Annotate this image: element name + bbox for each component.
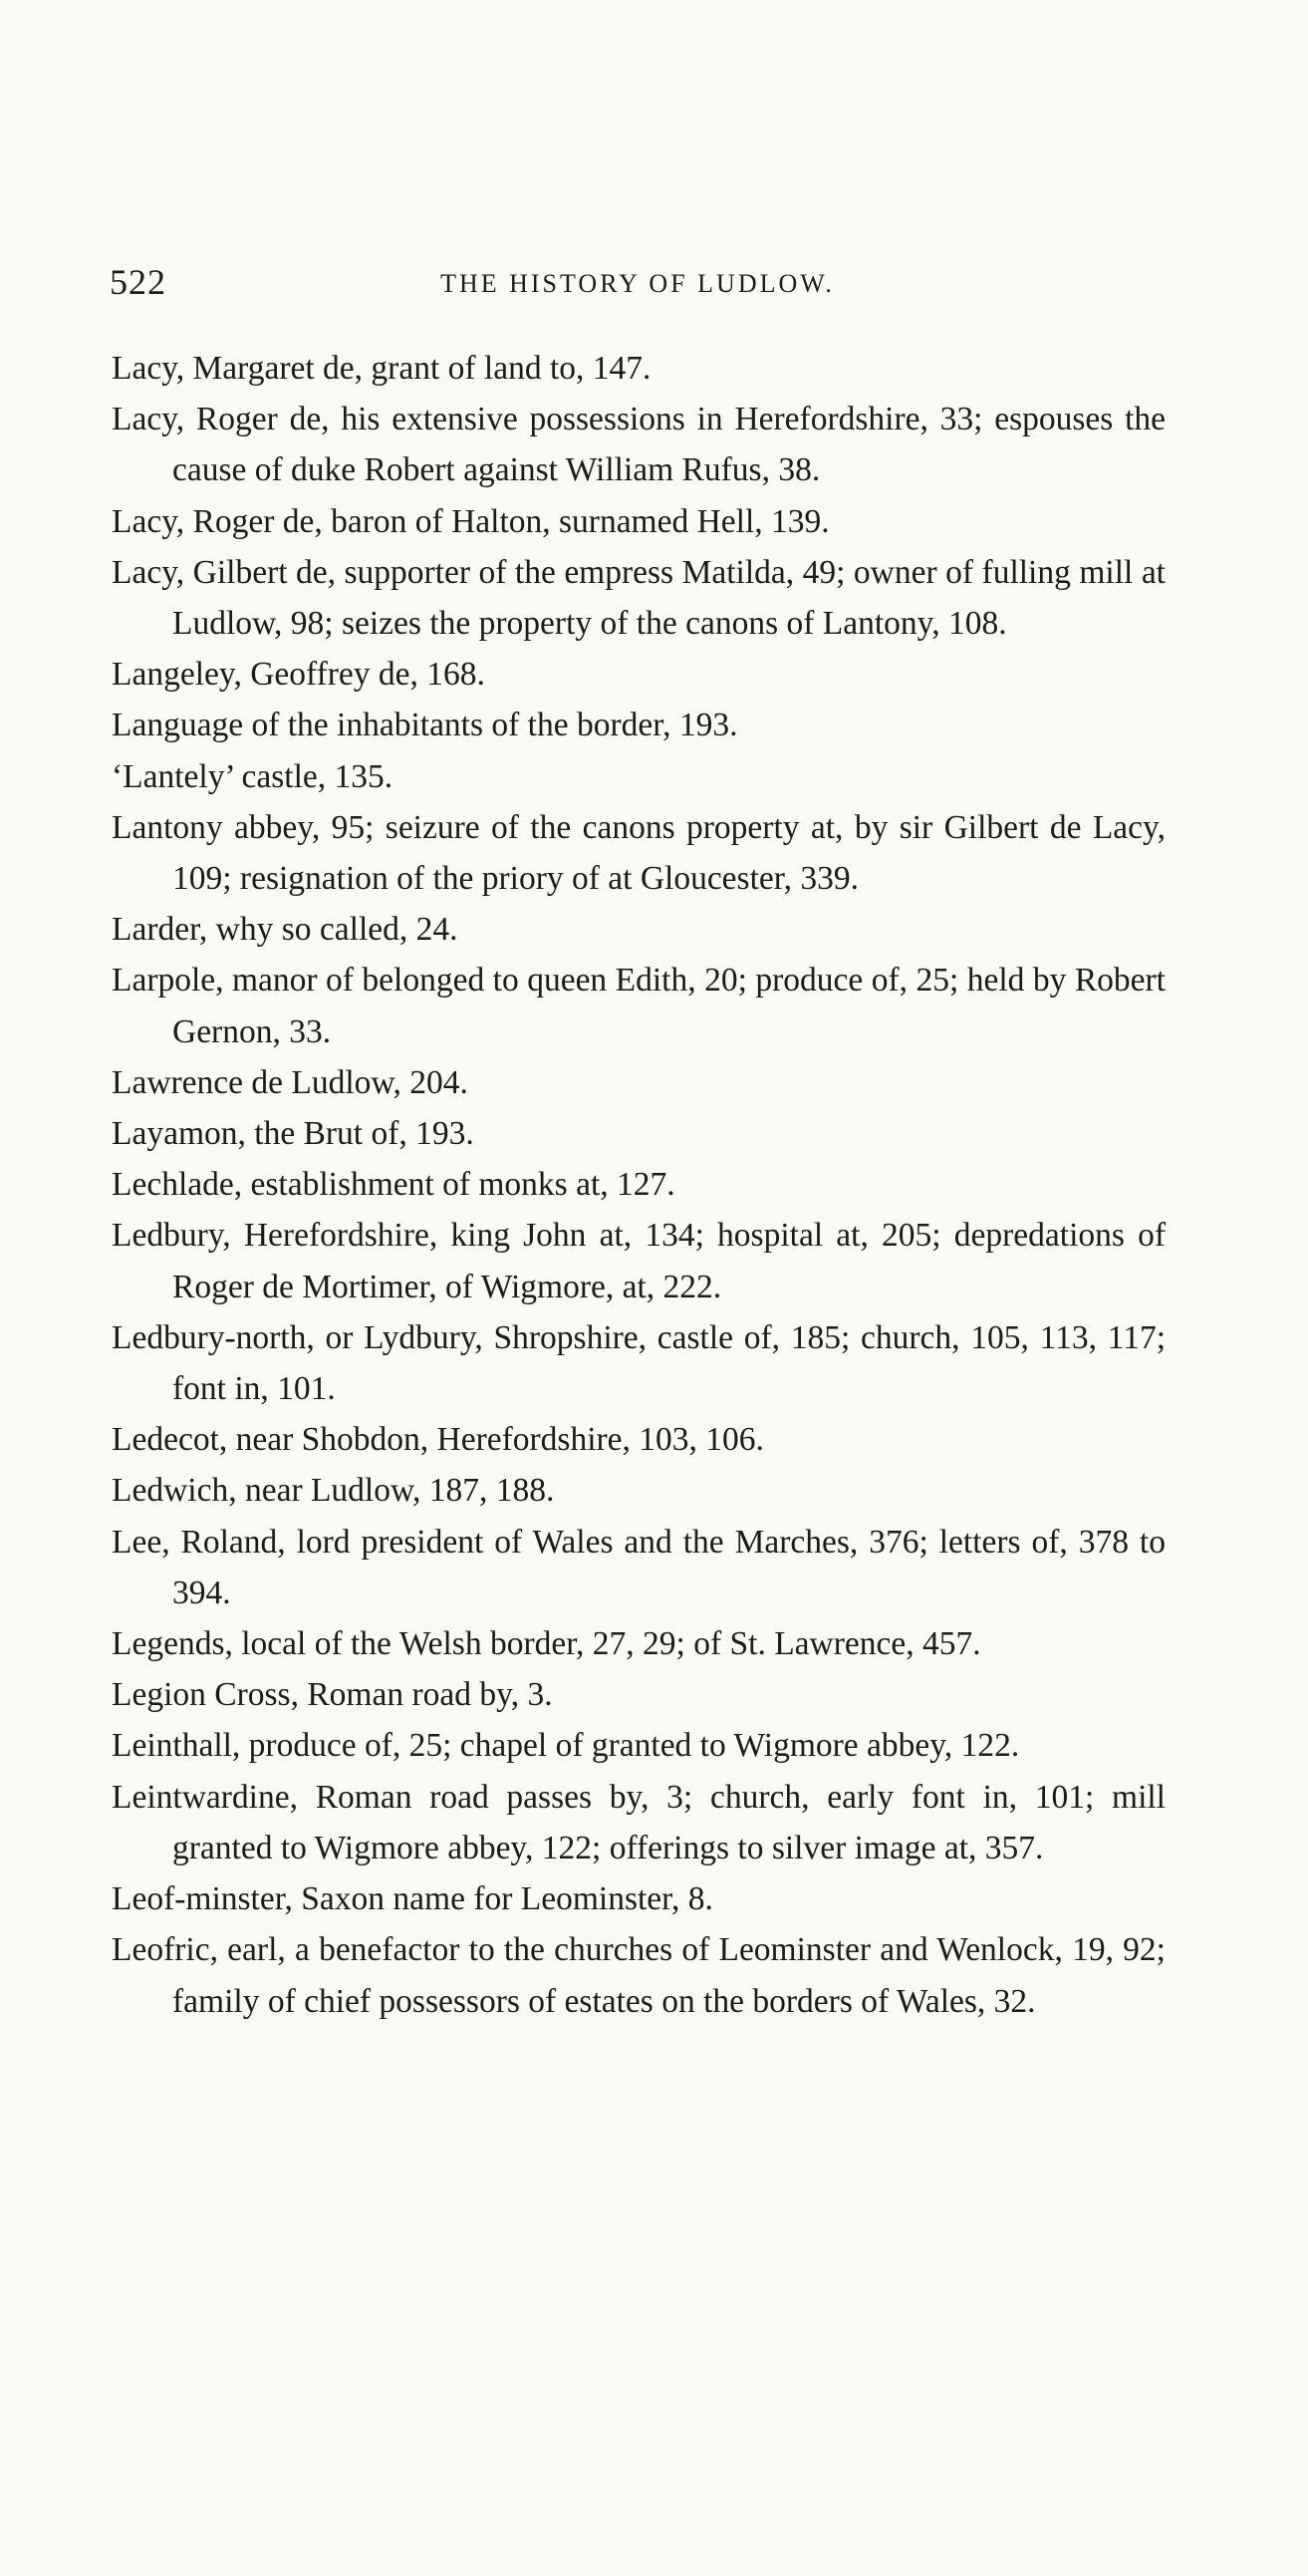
index-entry: ‘Lantely’ castle, 135. (112, 757, 393, 795)
index-entry: Lantony abbey, 95; seizure of the canons property at, by sir Gilbert de Lacy, 109; resignation of the priory of at Gloucester, 339. (112, 808, 1166, 898)
index-entry: Lacy, Roger de, baron of Halton, surnamed Hell, 139. (112, 502, 830, 540)
index-entry: Lee, Roland, lord president of Wales and the Marches, 376; letters of, 378 to 394. (112, 1523, 1166, 1611)
index-entry: Leof-minster, Saxon name for Leominster, 8. (112, 1880, 713, 1918)
index-entry: Lacy, Roger de, his extensive possessions in Herefordshire, 33; espouses the cause of duke Robert against William Rufus, 38. (112, 401, 1166, 489)
index-entry: Langeley, Geoffrey de, 168. (112, 656, 485, 694)
index-entry: Leofric, earl, a benefactor to the churches of Leominster and Wenlock, 19, 92; family of chief possessors of estates on the borders of Wales, 32. (112, 1931, 1166, 2020)
page-number: 522 (110, 262, 166, 302)
index-entry: Legends, local of the Welsh border, 27, 29; of St. Lawrence, 457. (112, 1625, 981, 1663)
index-entry: Ledecot, near Shobdon, Herefordshire, 103, 106. (112, 1421, 764, 1459)
index-entry: Layamon, the Brut of, 193. (112, 1115, 474, 1153)
index-entry: Leintwardine, Roman road passes by, 3; church, early font in, 101; mill granted to Wigmore abbey, 122; offerings to silver image at, 357. (112, 1778, 1166, 1866)
index-entry: Lacy, Margaret de, grant of land to, 147. (112, 350, 652, 387)
page-header (110, 261, 1166, 311)
index-entry: Ledbury-north, or Lydbury, Shropshire, castle of, 185; church, 105, 113, 117; font in, 101. (112, 1318, 1166, 1408)
index-entry: Lacy, Gilbert de, supporter of the empress Matilda, 49; owner of fulling mill at Ludlow, 98; seizes the property of the canons of Lantony, 108. (112, 553, 1166, 643)
index-entry: Legion Cross, Roman road by, 3. (112, 1676, 553, 1714)
index-entry: Leinthall, produce of, 25; chapel of granted to Wigmore abbey, 122. (112, 1727, 1020, 1765)
index-entries (112, 343, 1166, 2027)
index-entry: Lechlade, establishment of monks at, 127. (112, 1166, 675, 1204)
index-entry: Larder, why so called, 24. (112, 911, 458, 949)
index-entry: Ledbury, Herefordshire, king John at, 134; hospital at, 205; depredations of Roger de Mortimer, of Wigmore, at, 222. (112, 1217, 1166, 1305)
index-entry: Language of the inhabitants of the border, 193. (112, 707, 738, 744)
running-title: THE HISTORY OF LUDLOW. (440, 269, 835, 298)
index-entry: Ledwich, near Ludlow, 187, 188. (112, 1472, 555, 1510)
index-entry: Lawrence de Ludlow, 204. (112, 1063, 468, 1101)
index-entry: Larpole, manor of belonged to queen Edith, 20; produce of, 25; held by Robert Gernon, 33. (112, 962, 1166, 1050)
